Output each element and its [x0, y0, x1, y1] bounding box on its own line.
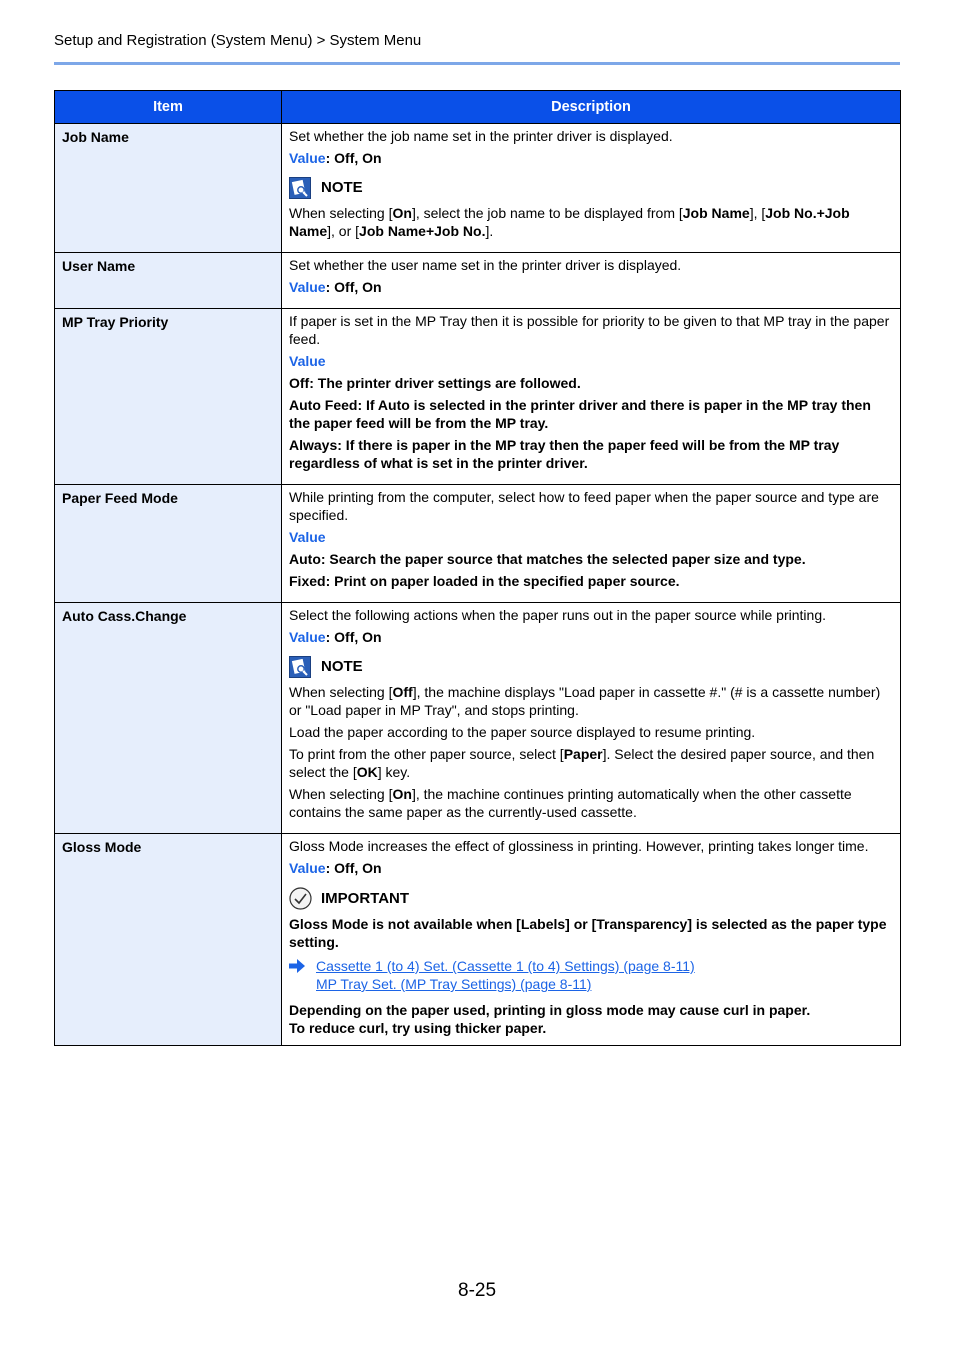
- note-label: NOTE: [321, 179, 363, 196]
- value-line: [289, 149, 890, 167]
- table-row: [55, 309, 901, 485]
- value-label: Value: [289, 150, 326, 166]
- value-option: Always: If there is paper in the MP tray then the paper feed will be from the MP tray regardless of what is set in the printer driver.: [289, 437, 840, 471]
- description-cell: [282, 309, 901, 485]
- note-icon: [289, 656, 311, 678]
- description-text: While printing from the computer, select how to feed paper when the paper source and type are specified.: [289, 489, 879, 523]
- note-heading: [289, 656, 890, 678]
- description-cell: [282, 124, 901, 253]
- description-text: If paper is set in the MP Tray then it is possible for priority to be given to that MP tray in the paper feed.: [289, 313, 890, 347]
- page-number: 8-25: [458, 1280, 497, 1301]
- note-text: When selecting [On], select the job name to be displayed from [Job Name], [Job No.+Job Name], or [Job Name+Job No.].: [289, 205, 850, 239]
- description-text: Set whether the job name set in the printer driver is displayed.: [289, 128, 673, 144]
- curl-warning: Depending on the paper used, printing in gloss mode may cause curl in paper.: [289, 1002, 811, 1018]
- arrow-right-icon: [289, 959, 305, 973]
- settings-table: [54, 90, 901, 1046]
- note-text: Load the paper according to the paper source displayed to resume printing.: [289, 724, 756, 740]
- value-option: Auto: Search the paper source that matches the selected paper size and type.: [289, 551, 806, 567]
- value-label: Value: [289, 629, 326, 645]
- column-header-item: Item: [55, 91, 282, 124]
- curl-advice: To reduce curl, try using thicker paper.: [289, 1020, 547, 1036]
- note-label: NOTE: [321, 658, 363, 675]
- item-cell: User Name: [55, 253, 282, 309]
- note-text: When selecting [On], the machine continues printing automatically when the other cassette contains the same paper as the currently-used cassette.: [289, 786, 852, 820]
- value-options: : Off, On: [325, 150, 382, 166]
- note-heading: [289, 177, 890, 199]
- table-row: [55, 834, 901, 1046]
- table-row: [55, 485, 901, 603]
- value-label: Value: [289, 279, 326, 295]
- item-cell: Auto Cass.Change: [55, 603, 282, 834]
- value-label: Value: [289, 353, 326, 369]
- table-row: [55, 253, 901, 309]
- description-text: Set whether the user name set in the printer driver is displayed.: [289, 257, 682, 273]
- table-row: [55, 603, 901, 834]
- breadcrumb: Setup and Registration (System Menu) > System Menu: [54, 32, 422, 49]
- item-cell: Gloss Mode: [55, 834, 282, 1046]
- important-heading: [289, 887, 890, 910]
- item-cell: Paper Feed Mode: [55, 485, 282, 603]
- column-header-description: Description: [282, 91, 901, 124]
- reference-links: [289, 957, 890, 993]
- description-text: Gloss Mode increases the effect of glossiness in printing. However, printing takes longer time.: [289, 838, 869, 854]
- value-line: [289, 628, 890, 646]
- value-option: Off: The printer driver settings are followed.: [289, 375, 581, 391]
- description-cell: [282, 834, 901, 1046]
- value-option: Fixed: Print on paper loaded in the specified paper source.: [289, 573, 680, 589]
- link-cassette-settings[interactable]: Cassette 1 (to 4) Set. (Cassette 1 (to 4) Settings) (page 8-11): [316, 958, 695, 974]
- value-line: [289, 278, 890, 296]
- description-cell: [282, 485, 901, 603]
- link-mp-tray-settings[interactable]: MP Tray Set. (MP Tray Settings) (page 8-11): [316, 976, 592, 992]
- description-cell: [282, 253, 901, 309]
- description-text: Select the following actions when the paper runs out in the paper source while printing.: [289, 607, 826, 623]
- value-options: : Off, On: [325, 279, 382, 295]
- value-options: : Off, On: [325, 629, 382, 645]
- value-options: : Off, On: [325, 860, 382, 876]
- value-label: Value: [289, 529, 326, 545]
- value-option: Auto Feed: If Auto is selected in the printer driver and there is paper in the MP tray then the paper feed will be from the MP tray.: [289, 397, 871, 431]
- item-cell: Job Name: [55, 124, 282, 253]
- link-list: [316, 957, 695, 993]
- table-row: [55, 124, 901, 253]
- value-label: Value: [289, 860, 326, 876]
- item-cell: MP Tray Priority: [55, 309, 282, 485]
- note-text: To print from the other paper source, select [Paper]. Select the desired paper source, and then select the [OK] key.: [289, 746, 875, 780]
- check-circle-icon: [289, 887, 312, 910]
- note-icon: [289, 177, 311, 199]
- header-rule: [54, 62, 900, 65]
- important-text: Gloss Mode is not available when [Labels] or [Transparency] is selected as the paper type setting.: [289, 916, 887, 950]
- important-label: IMPORTANT: [321, 889, 410, 907]
- table-header-row: [55, 91, 901, 124]
- description-cell: [282, 603, 901, 834]
- value-line: [289, 859, 890, 877]
- note-text: When selecting [Off], the machine displays "Load paper in cassette #." (# is a cassette number) or "Load paper in MP Tray", and stops printing.: [289, 684, 881, 718]
